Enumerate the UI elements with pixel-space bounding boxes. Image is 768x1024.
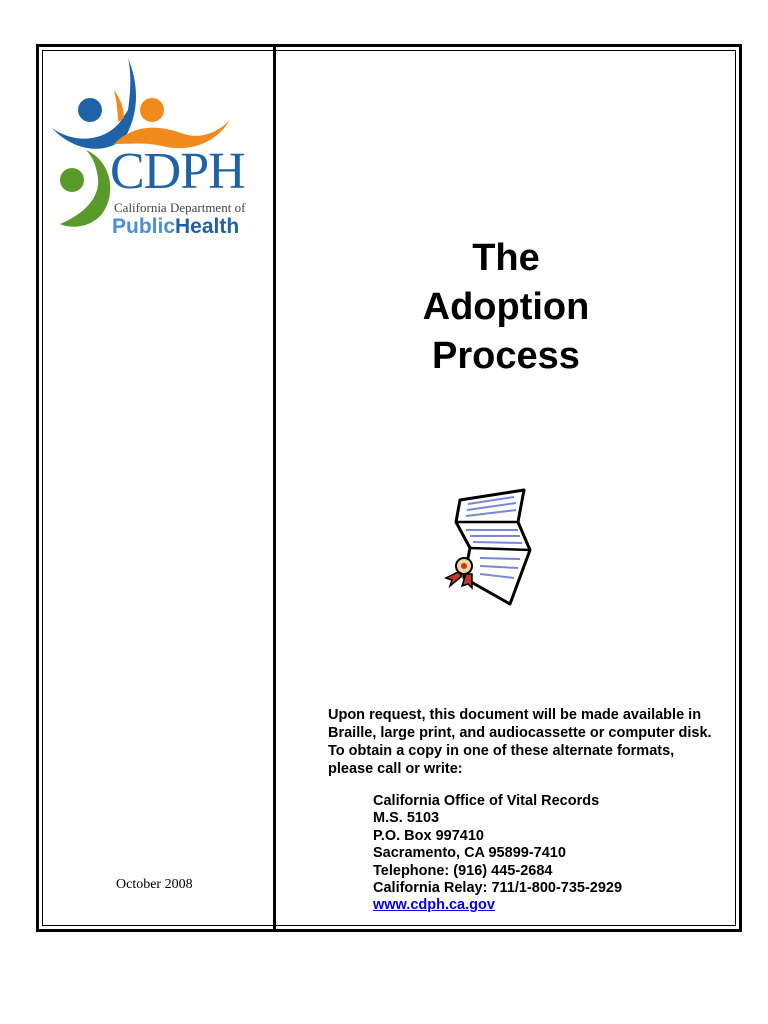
title-line-3: Process [432, 335, 580, 377]
website-link[interactable]: www.cdph.ca.gov [373, 897, 495, 914]
logo-department: California Department of [114, 200, 246, 215]
address-po-box: P.O. Box 997410 [373, 827, 484, 844]
logo-acronym: CDPH [110, 143, 245, 200]
logo-public: Public [112, 215, 176, 238]
address-telephone: Telephone: (916) 445-2684 [373, 862, 553, 879]
address-office: California Office of Vital Records [373, 793, 600, 809]
certificate-scroll-icon [440, 486, 536, 610]
logo-health: Health [175, 215, 240, 238]
title-line-1: The [472, 237, 540, 279]
document-title [306, 234, 706, 381]
accessibility-notice: Upon request, this document will be made available in Braille, large print, and audiocassette or computer disk. To obtain a copy in one of these alternate formats, please call or write: [328, 707, 712, 777]
publication-date: October 2008 [116, 877, 193, 892]
logo-public-health [112, 215, 239, 239]
contact-address [373, 793, 622, 915]
address-mail-stop: M.S. 5103 [373, 810, 440, 827]
title-line-2: Adoption [422, 286, 590, 328]
address-relay: California Relay: 711/1-800-735-2929 [373, 880, 623, 897]
address-city: Sacramento, CA 95899-7410 [373, 845, 566, 862]
